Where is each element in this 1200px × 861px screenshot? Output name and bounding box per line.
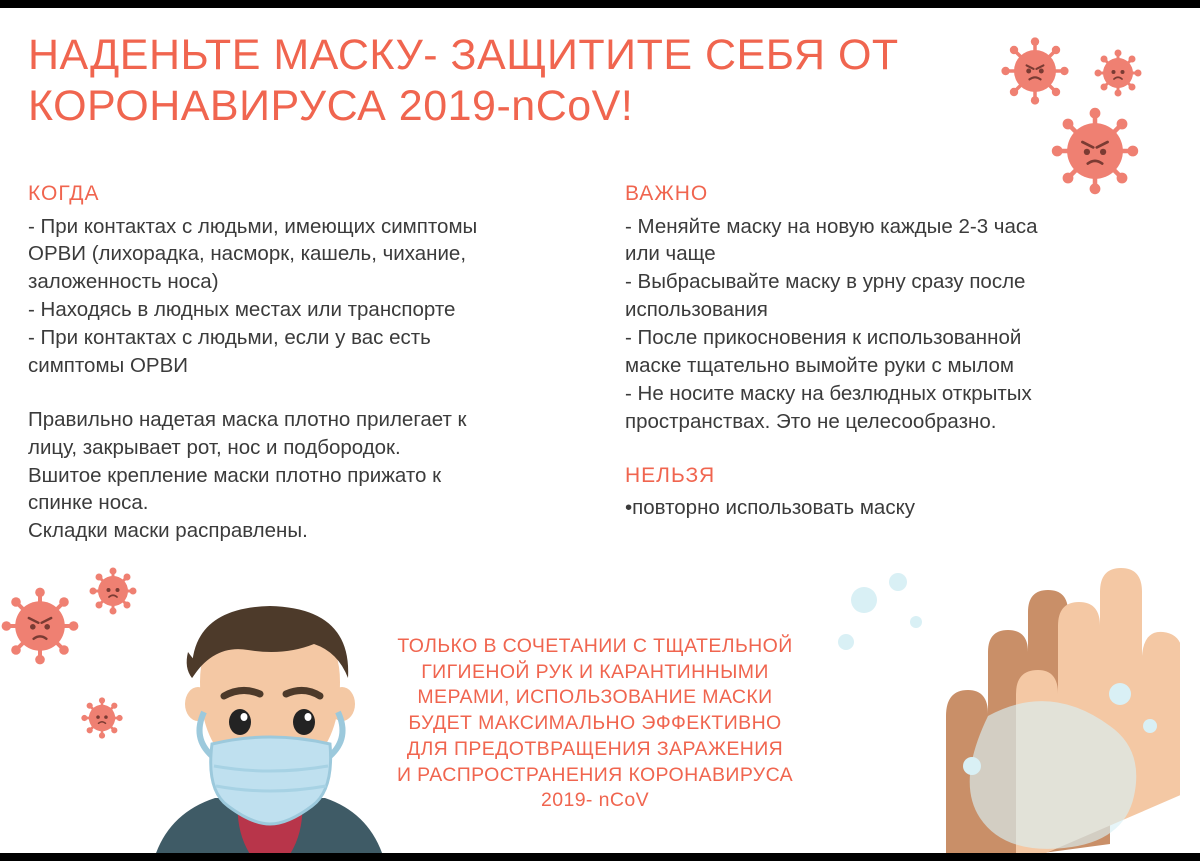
list-item: - После прикосновения к использованной xyxy=(625,326,1022,350)
list-item: использования xyxy=(625,298,768,322)
list-item: - Не носите маску на безлюдных открытых xyxy=(625,381,1032,405)
coronavirus-icon xyxy=(80,696,124,740)
list-item: ОРВИ (лихорадка, насморк, кашель, чихание, xyxy=(28,242,467,266)
list-item: пространствах. Это не целесообразно. xyxy=(625,409,997,433)
note-line: Вшитое крепление маски плотно прижато к xyxy=(28,463,442,487)
banner-line: 2019- nCoV xyxy=(540,789,650,812)
coronavirus-icon xyxy=(0,586,80,666)
boy-wearing-medical-mask-illustration xyxy=(120,586,420,861)
right-column-heading: ВАЖНО xyxy=(625,182,709,205)
note-line: Складки маски расправлены. xyxy=(28,519,308,543)
left-column-note xyxy=(28,406,598,545)
coronavirus-icon xyxy=(1000,36,1070,106)
left-column-lines xyxy=(28,213,598,380)
banner-line: ТОЛЬКО В СОЧЕТАНИИ С ТЩАТЕЛЬНОЙ xyxy=(397,635,793,657)
bottom-illustration-area xyxy=(0,556,1200,861)
list-item: маске тщательно вымойте руки с мылом xyxy=(625,353,1015,377)
washing-hands-with-soap-illustration xyxy=(820,566,1180,861)
spacer xyxy=(28,380,598,406)
list-item: симптомы ОРВИ xyxy=(28,353,189,377)
left-column xyxy=(28,180,598,545)
forbidden-lines xyxy=(625,494,1185,522)
bottom-banner-text xyxy=(380,634,810,814)
list-item: •повторно использовать маску xyxy=(625,496,916,520)
list-item: - Находясь в людных местах или транспорте xyxy=(28,298,456,322)
forbidden-heading: НЕЛЬЗЯ xyxy=(625,463,716,487)
banner-line: МЕРАМИ, ИСПОЛЬЗОВАНИЕ МАСКИ xyxy=(417,686,773,709)
right-column-lines xyxy=(625,213,1185,436)
note-line: спинке носа. xyxy=(28,491,149,515)
page-title: НАДЕНЬТЕ МАСКУ- ЗАЩИТИТЕ СЕБЯ ОТ КОРОНАВИРУСА 2019-nCoV! xyxy=(28,31,899,130)
list-item: или чаще xyxy=(625,242,716,266)
list-item: - При контактах с людьми, если у вас есть xyxy=(28,326,431,350)
list-item: заложенность носа) xyxy=(28,270,219,294)
banner-line: И РАСПРОСТРАНЕНИЯ КОРОНАВИРУСА xyxy=(396,763,794,786)
banner-line: БУДЕТ МАКСИМАЛЬНО ЭФФЕКТИВНО xyxy=(408,712,782,735)
banner-line: ДЛЯ ПРЕДОТВРАЩЕНИЯ ЗАРАЖЕНИЯ xyxy=(406,737,784,760)
coronavirus-icon xyxy=(1093,48,1143,98)
list-item: - При контактах с людьми, имеющих симптомы xyxy=(28,214,478,238)
note-line: лицу, закрывает рот, нос и подбородок. xyxy=(28,435,401,459)
left-column-heading: КОГДА xyxy=(28,182,100,205)
banner-line: ГИГИЕНОЙ РУК И КАРАНТИННЫМИ xyxy=(421,660,769,683)
list-item: - Меняйте маску на новую каждые 2-3 часа xyxy=(625,214,1038,238)
right-column xyxy=(625,180,1185,522)
note-line: Правильно надетая маска плотно прилегает к xyxy=(28,407,467,431)
list-item: - Выбрасывайте маску в урну сразу после xyxy=(625,270,1026,294)
